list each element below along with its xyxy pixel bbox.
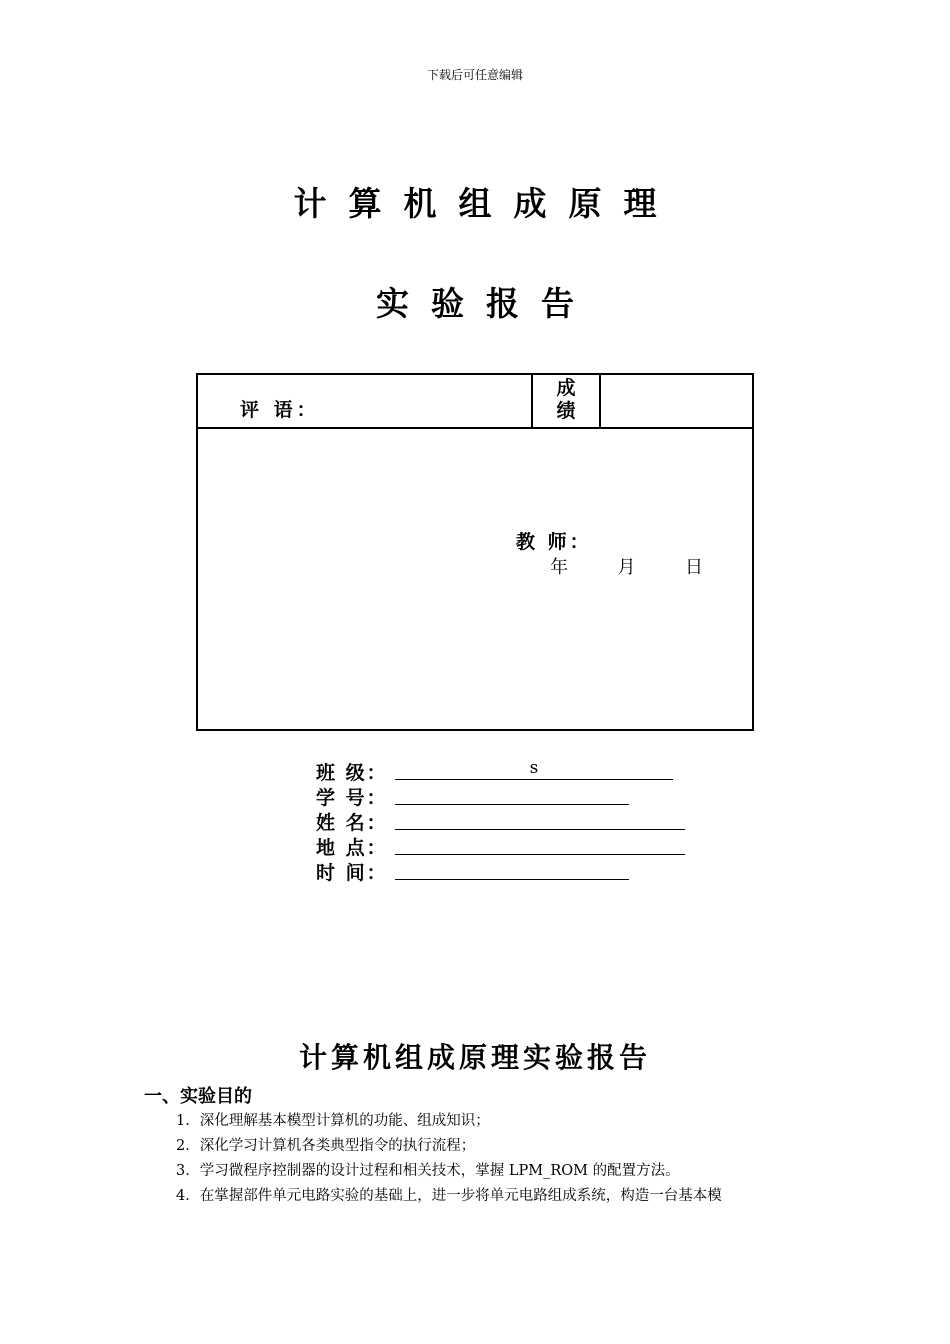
comment-label: 评 语： bbox=[240, 399, 320, 421]
section-heading: 一、实验目的 bbox=[144, 1086, 252, 1107]
table-divider bbox=[198, 427, 752, 429]
grade-label bbox=[541, 377, 591, 423]
date-year: 年 bbox=[550, 557, 568, 578]
location-row bbox=[316, 833, 392, 860]
teacher-label: 教 师： bbox=[516, 531, 592, 553]
table-divider bbox=[599, 375, 601, 428]
class-field[interactable]: s bbox=[395, 758, 673, 780]
name-field[interactable] bbox=[395, 808, 685, 830]
header-note: 下载后可任意编辑 bbox=[426, 68, 523, 82]
student-id-field[interactable] bbox=[395, 783, 629, 805]
location-field[interactable] bbox=[395, 833, 685, 855]
evaluation-table bbox=[196, 373, 754, 731]
time-field[interactable] bbox=[395, 858, 629, 880]
class-row bbox=[316, 758, 539, 785]
time-label: 时 间： bbox=[316, 862, 388, 884]
date-line bbox=[550, 553, 703, 579]
date-month: 月 bbox=[617, 557, 636, 578]
objective-item: 4．在掌握部件单元电路实验的基础上，进一步将单元电路组成系统，构造一台基本模 bbox=[176, 1188, 722, 1204]
student-id-row bbox=[316, 783, 392, 810]
student-id-label: 学 号： bbox=[316, 787, 388, 809]
objective-item: 3．学习微程序控制器的设计过程和相关技术，掌握 LPM_ROM 的配置方法。 bbox=[176, 1163, 680, 1179]
time-row bbox=[316, 858, 392, 885]
cover-subtitle: 实验报告 bbox=[376, 284, 596, 323]
name-label: 姓 名： bbox=[316, 812, 388, 834]
grade-label-text: 成绩 bbox=[556, 377, 576, 422]
cover-title: 计算机组成原理 bbox=[293, 184, 679, 223]
location-label: 地 点： bbox=[316, 837, 388, 859]
objective-item: 1．深化理解基本模型计算机的功能、组成知识； bbox=[176, 1113, 490, 1129]
objective-item: 2．深化学习计算机各类典型指令的执行流程； bbox=[176, 1138, 476, 1154]
report-title: 计算机组成原理实验报告 bbox=[298, 1041, 651, 1074]
class-label: 班 级： bbox=[316, 762, 388, 784]
table-divider bbox=[531, 375, 533, 428]
name-row bbox=[316, 808, 392, 835]
date-day: 日 bbox=[684, 557, 703, 578]
